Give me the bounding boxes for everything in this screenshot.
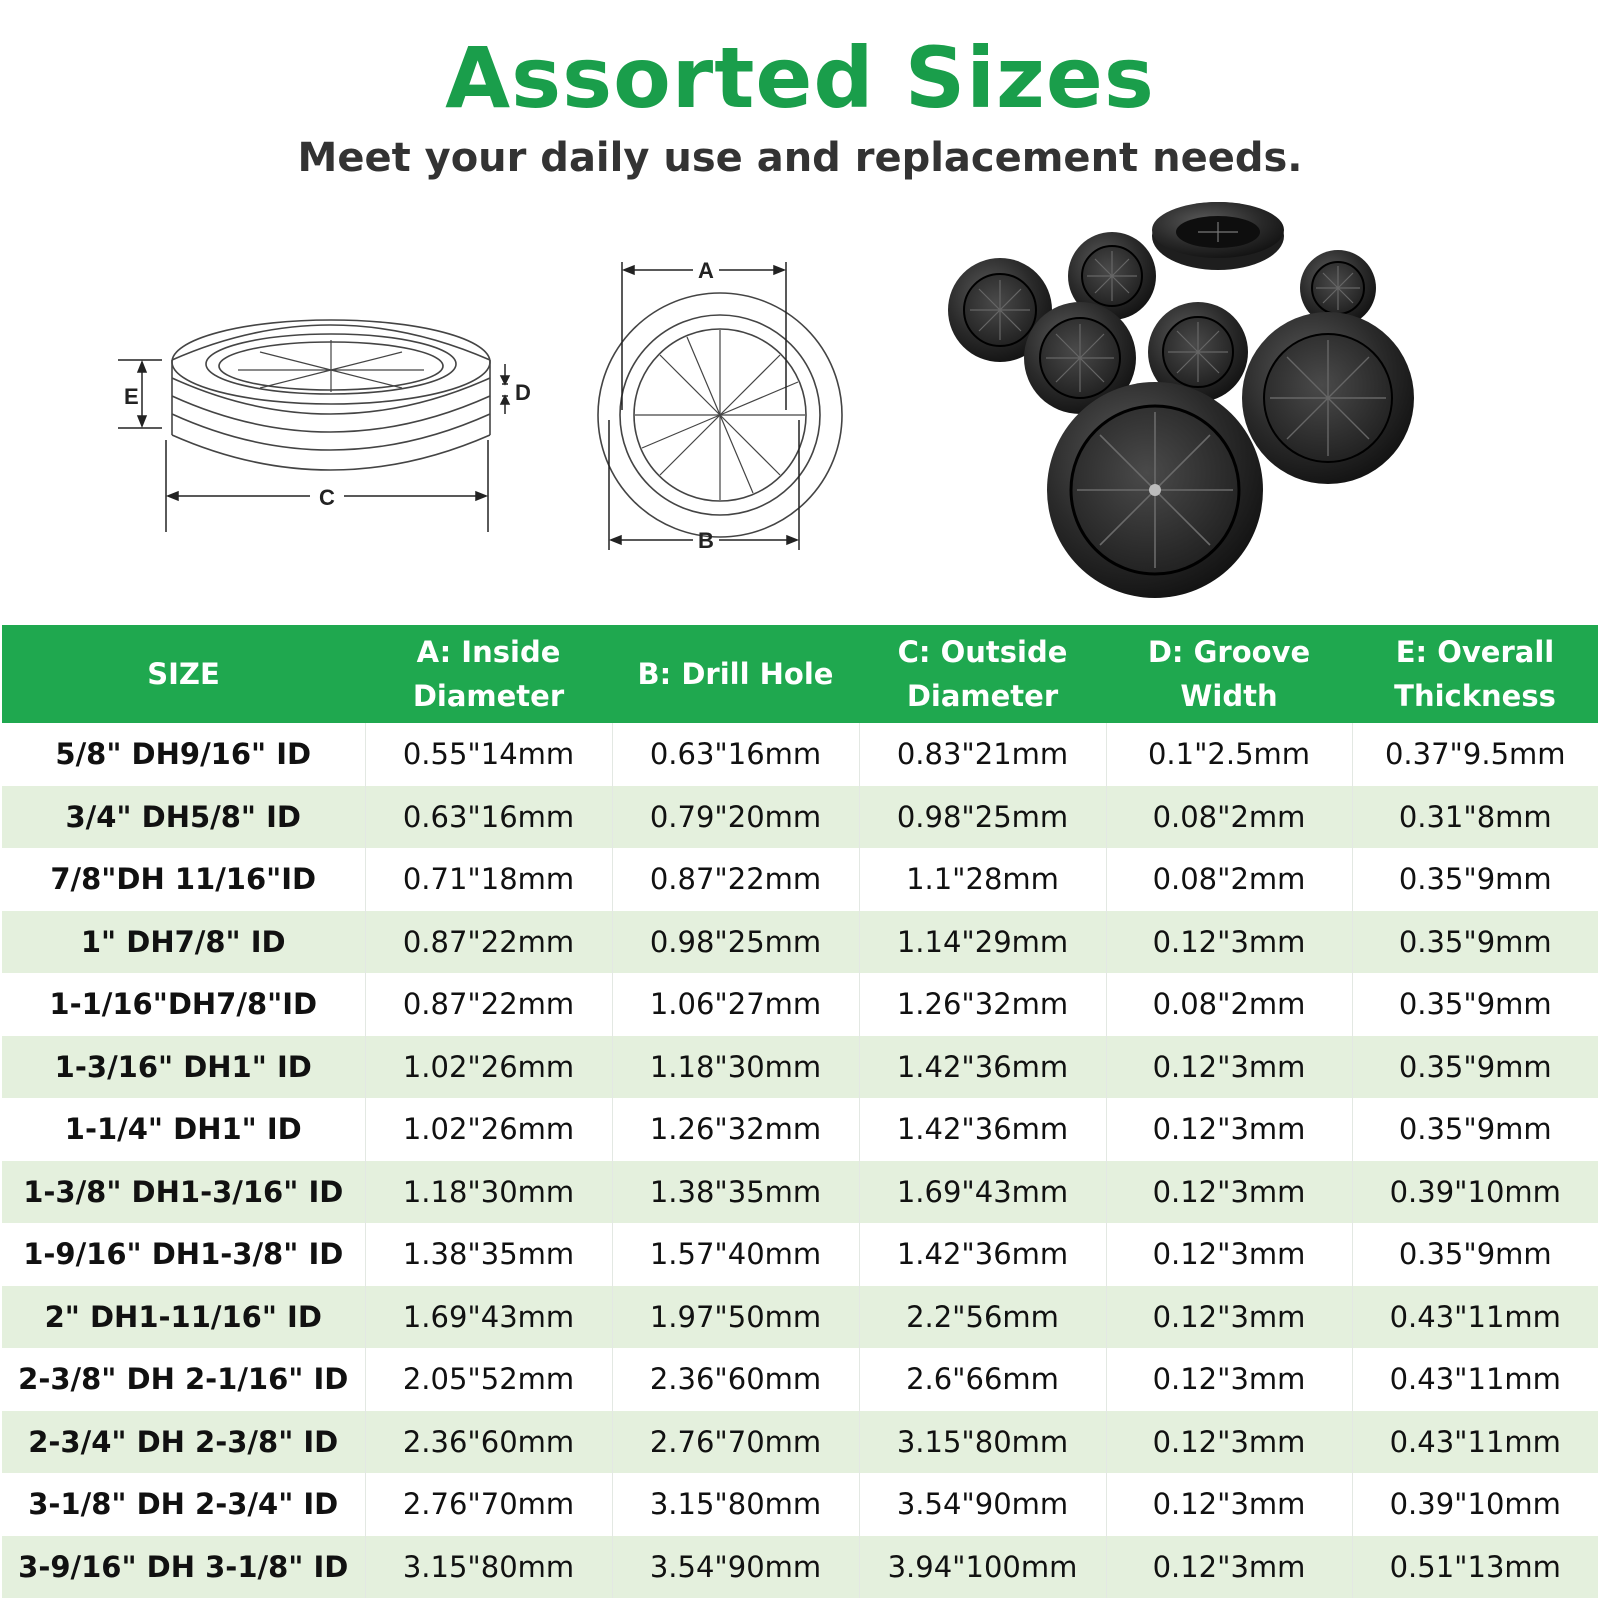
spec-cell: 2.36"60mm (612, 1348, 859, 1411)
table-row (2, 848, 1598, 911)
spec-cell: 0.35"9mm (1352, 973, 1598, 1036)
spec-cell: 0.98"25mm (612, 911, 859, 974)
spec-cell: 0.12"3mm (1106, 1223, 1352, 1286)
spec-cell: 0.12"3mm (1106, 1098, 1352, 1161)
spec-cell: 0.71"18mm (365, 848, 612, 911)
table-body (2, 723, 1598, 1598)
spec-cell: 0.35"9mm (1352, 1098, 1598, 1161)
size-spec-table (2, 625, 1598, 1598)
spec-cell: 0.43"11mm (1352, 1411, 1598, 1474)
spec-cell: 0.39"10mm (1352, 1161, 1598, 1224)
size-cell: 2-3/8" DH 2-1/16" ID (2, 1348, 365, 1411)
spec-cell: 1.42"36mm (859, 1036, 1106, 1099)
table-row (2, 973, 1598, 1036)
spec-cell: 1.14"29mm (859, 911, 1106, 974)
column-header: B: Drill Hole (612, 625, 859, 723)
spec-cell: 1.26"32mm (859, 973, 1106, 1036)
spec-cell: 0.12"3mm (1106, 911, 1352, 974)
spec-cell: 0.87"22mm (365, 911, 612, 974)
page-subtitle: Meet your daily use and replacement needs. (297, 135, 1303, 181)
spec-cell: 2.76"70mm (612, 1411, 859, 1474)
spec-cell: 2.6"66mm (859, 1348, 1106, 1411)
column-header: E: Overall Thickness (1352, 625, 1598, 723)
size-cell: 2-3/4" DH 2-3/8" ID (2, 1411, 365, 1474)
spec-cell: 1.18"30mm (612, 1036, 859, 1099)
table-row (2, 1473, 1598, 1536)
grommet-top-diagram (575, 250, 865, 580)
spec-cell: 1.18"30mm (365, 1161, 612, 1224)
spec-cell: 3.94"100mm (859, 1536, 1106, 1599)
spec-cell: 0.08"2mm (1106, 973, 1352, 1036)
table-row (2, 1098, 1598, 1161)
spec-cell: 0.12"3mm (1106, 1536, 1352, 1599)
table-row (2, 911, 1598, 974)
table-row (2, 1536, 1598, 1599)
spec-cell: 2.76"70mm (365, 1473, 612, 1536)
size-cell: 5/8" DH9/16" ID (2, 723, 365, 786)
spec-cell: 0.43"11mm (1352, 1348, 1598, 1411)
size-cell: 1-1/4" DH1" ID (2, 1098, 365, 1161)
table-row (2, 786, 1598, 849)
grommet-product-photo (880, 190, 1520, 610)
spec-cell: 1.38"35mm (612, 1161, 859, 1224)
spec-cell: 0.51"13mm (1352, 1536, 1598, 1599)
spec-cell: 0.35"9mm (1352, 848, 1598, 911)
spec-cell: 0.35"9mm (1352, 1223, 1598, 1286)
table-row (2, 1286, 1598, 1349)
spec-cell: 0.12"3mm (1106, 1348, 1352, 1411)
size-cell: 1-9/16" DH1-3/8" ID (2, 1223, 365, 1286)
spec-cell: 0.39"10mm (1352, 1473, 1598, 1536)
spec-cell: 0.87"22mm (365, 973, 612, 1036)
label-e: E (124, 384, 139, 409)
column-header: A: Inside Diameter (365, 625, 612, 723)
column-header: SIZE (2, 625, 365, 723)
spec-cell: 1.02"26mm (365, 1098, 612, 1161)
spec-cell: 0.1"2.5mm (1106, 723, 1352, 786)
size-cell: 1-1/16"DH7/8"ID (2, 973, 365, 1036)
spec-cell: 0.35"9mm (1352, 1036, 1598, 1099)
label-d: D (515, 380, 531, 405)
size-cell: 3/4" DH5/8" ID (2, 786, 365, 849)
spec-cell: 1.06"27mm (612, 973, 859, 1036)
label-b: B (698, 528, 714, 553)
spec-cell: 0.12"3mm (1106, 1286, 1352, 1349)
table-row (2, 1036, 1598, 1099)
spec-cell: 0.83"21mm (859, 723, 1106, 786)
spec-cell: 0.87"22mm (612, 848, 859, 911)
column-header: C: Outside Diameter (859, 625, 1106, 723)
table-row (2, 1348, 1598, 1411)
label-a: A (698, 258, 714, 283)
table-header-row (2, 625, 1598, 723)
page-title: Assorted Sizes (445, 29, 1155, 127)
spec-cell: 0.12"3mm (1106, 1036, 1352, 1099)
spec-cell: 2.2"56mm (859, 1286, 1106, 1349)
spec-cell: 1.1"28mm (859, 848, 1106, 911)
size-cell: 1-3/16" DH1" ID (2, 1036, 365, 1099)
spec-cell: 3.15"80mm (859, 1411, 1106, 1474)
spec-cell: 0.08"2mm (1106, 848, 1352, 911)
spec-cell: 3.15"80mm (365, 1536, 612, 1599)
spec-cell: 0.12"3mm (1106, 1473, 1352, 1536)
label-c: C (319, 485, 335, 510)
spec-cell: 1.26"32mm (612, 1098, 859, 1161)
grommet-side-diagram (110, 300, 550, 580)
grommet-group (948, 202, 1414, 598)
spec-cell: 0.31"8mm (1352, 786, 1598, 849)
table-row (2, 723, 1598, 786)
table-row (2, 1223, 1598, 1286)
spec-cell: 0.12"3mm (1106, 1411, 1352, 1474)
spec-cell: 0.55"14mm (365, 723, 612, 786)
spec-cell: 0.12"3mm (1106, 1161, 1352, 1224)
spec-cell: 0.79"20mm (612, 786, 859, 849)
spec-cell: 0.08"2mm (1106, 786, 1352, 849)
spec-cell: 1.38"35mm (365, 1223, 612, 1286)
spec-cell: 0.63"16mm (365, 786, 612, 849)
spec-cell: 1.69"43mm (365, 1286, 612, 1349)
spec-cell: 1.69"43mm (859, 1161, 1106, 1224)
spec-cell: 1.42"36mm (859, 1223, 1106, 1286)
spec-cell: 1.57"40mm (612, 1223, 859, 1286)
spec-cell: 0.37"9.5mm (1352, 723, 1598, 786)
spec-cell: 2.05"52mm (365, 1348, 612, 1411)
column-header: D: Groove Width (1106, 625, 1352, 723)
spec-cell: 1.02"26mm (365, 1036, 612, 1099)
size-cell: 3-1/8" DH 2-3/4" ID (2, 1473, 365, 1536)
table-row (2, 1411, 1598, 1474)
size-cell: 1" DH7/8" ID (2, 911, 365, 974)
table-row (2, 1161, 1598, 1224)
spec-cell: 0.43"11mm (1352, 1286, 1598, 1349)
spec-cell: 2.36"60mm (365, 1411, 612, 1474)
spec-cell: 1.97"50mm (612, 1286, 859, 1349)
spec-cell: 1.42"36mm (859, 1098, 1106, 1161)
size-cell: 7/8"DH 11/16"ID (2, 848, 365, 911)
spec-cell: 3.54"90mm (612, 1536, 859, 1599)
size-cell: 3-9/16" DH 3-1/8" ID (2, 1536, 365, 1599)
size-cell: 1-3/8" DH1-3/16" ID (2, 1161, 365, 1224)
spec-cell: 3.15"80mm (612, 1473, 859, 1536)
spec-cell: 3.54"90mm (859, 1473, 1106, 1536)
spec-cell: 0.35"9mm (1352, 911, 1598, 974)
spec-cell: 0.98"25mm (859, 786, 1106, 849)
spec-cell: 0.63"16mm (612, 723, 859, 786)
size-cell: 2" DH1-11/16" ID (2, 1286, 365, 1349)
